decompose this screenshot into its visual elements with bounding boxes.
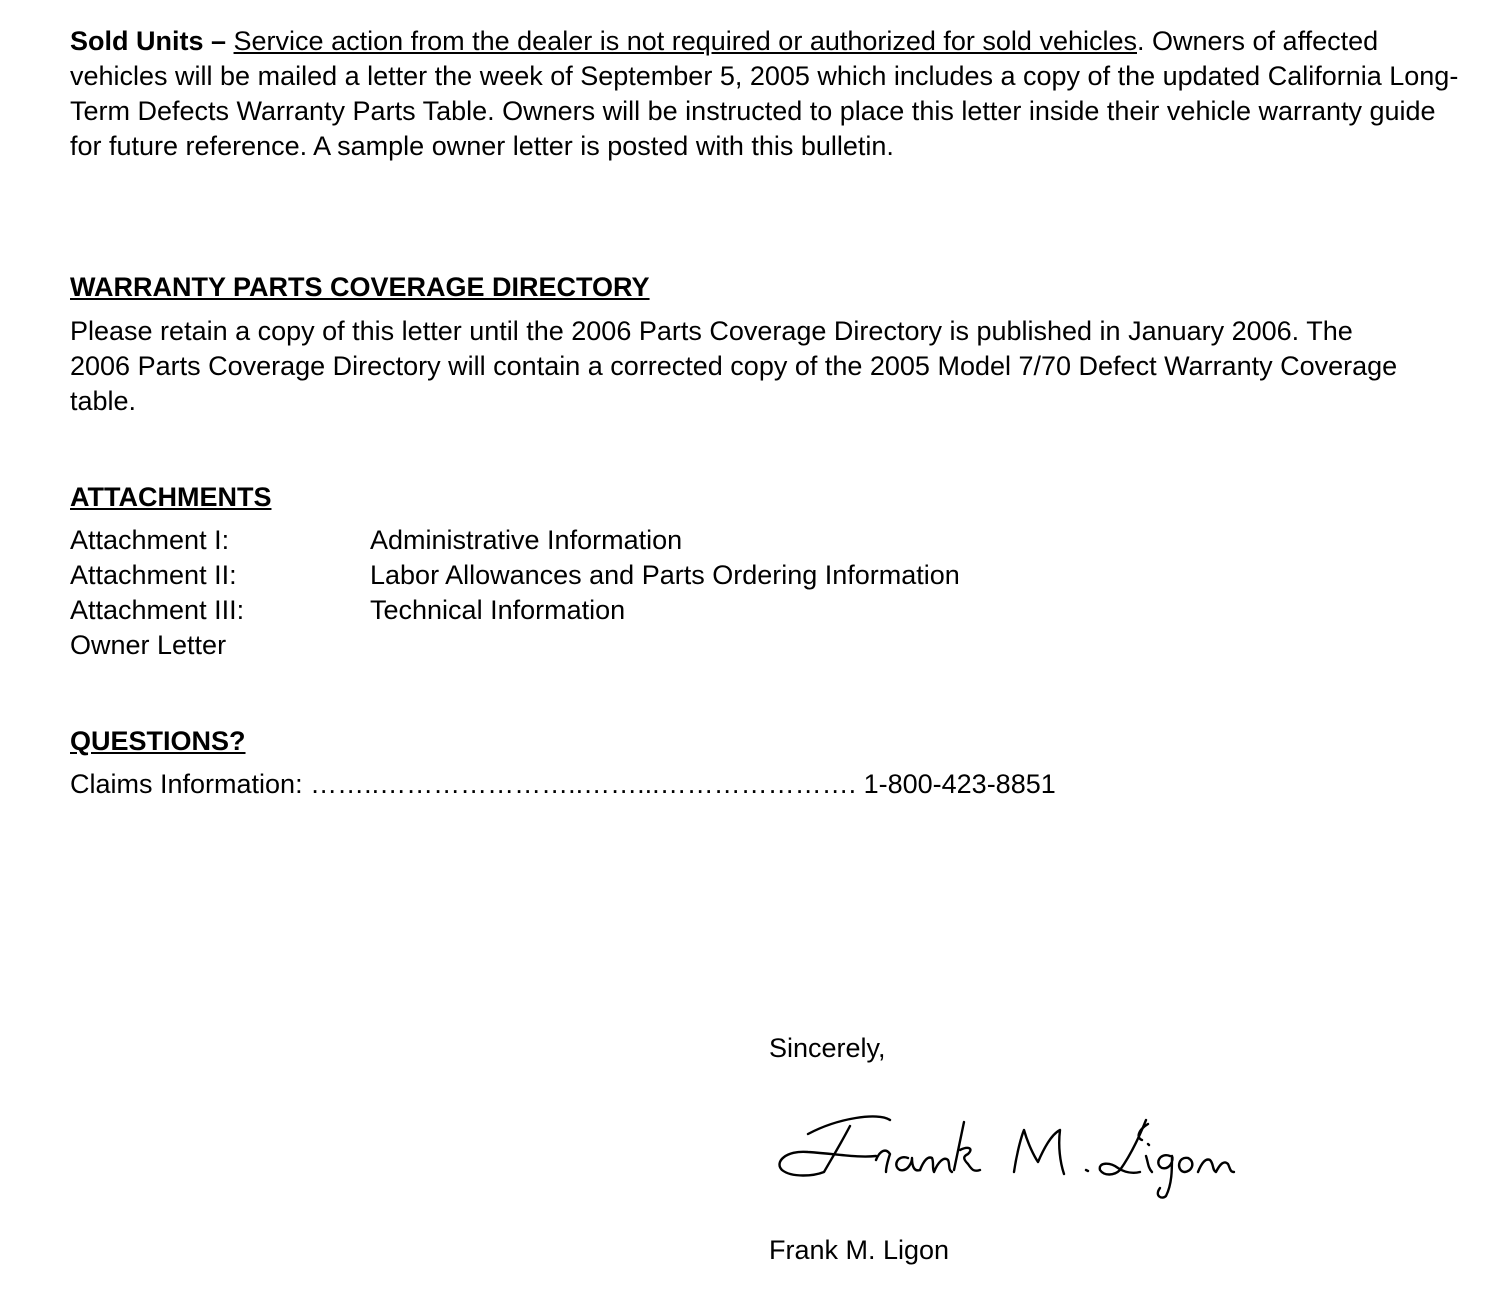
- attachment-row: [70, 523, 1460, 558]
- sold-units-label: Sold Units: [70, 26, 204, 56]
- sold-units-body: . Owners of affected vehicles will be mailed a letter the week of September 5, 2005 which includes a copy of the updated California Long-Term Defects Warranty Parts Table. Owners will be instructed to place this letter inside their vehicle warranty guide for future reference. A sample owner letter is posted with this bulletin.: [70, 26, 1459, 161]
- warranty-body: Please retain a copy of this letter until the 2006 Parts Coverage Directory is published in January 2006. The 2006 Parts Coverage Directory will contain a corrected copy of the 2005 Model 7/70 Defect Warranty Coverage table.: [70, 316, 1398, 416]
- attachment-description: Labor Allowances and Parts Ordering Information: [370, 560, 960, 590]
- warranty-heading: WARRANTY PARTS COVERAGE DIRECTORY: [70, 272, 650, 302]
- attachment-label: Attachment I:: [70, 525, 230, 555]
- claims-label: Claims Information:: [70, 769, 311, 799]
- claims-info-row: [70, 767, 1056, 802]
- attachments-list: [70, 523, 1460, 663]
- questions-heading: QUESTIONS?: [70, 726, 246, 756]
- signer-name: Frank M. Ligon: [769, 1235, 950, 1265]
- attachment-row: [70, 558, 1460, 593]
- signature-image: [768, 1100, 1238, 1200]
- claims-phone: 1-800-423-8851: [863, 769, 1056, 799]
- attachment-description: Technical Information: [370, 595, 626, 625]
- sold-units-dash: –: [203, 26, 234, 56]
- dot-leader: ……..…………………..……...………………….: [310, 769, 864, 799]
- attachment-row: [70, 593, 1460, 628]
- sold-units-paragraph: [70, 24, 1460, 164]
- attachment-label: Attachment II:: [70, 560, 237, 590]
- attachments-heading: ATTACHMENTS: [70, 482, 272, 512]
- attachment-row: [70, 628, 1460, 663]
- sold-units-notice: Service action from the dealer is not required or authorized for sold vehicles: [233, 26, 1137, 56]
- attachment-label: Owner Letter: [70, 630, 227, 660]
- attachment-description: Administrative Information: [370, 525, 683, 555]
- attachment-label: Attachment III:: [70, 595, 245, 625]
- closing-salutation: Sincerely,: [769, 1033, 886, 1063]
